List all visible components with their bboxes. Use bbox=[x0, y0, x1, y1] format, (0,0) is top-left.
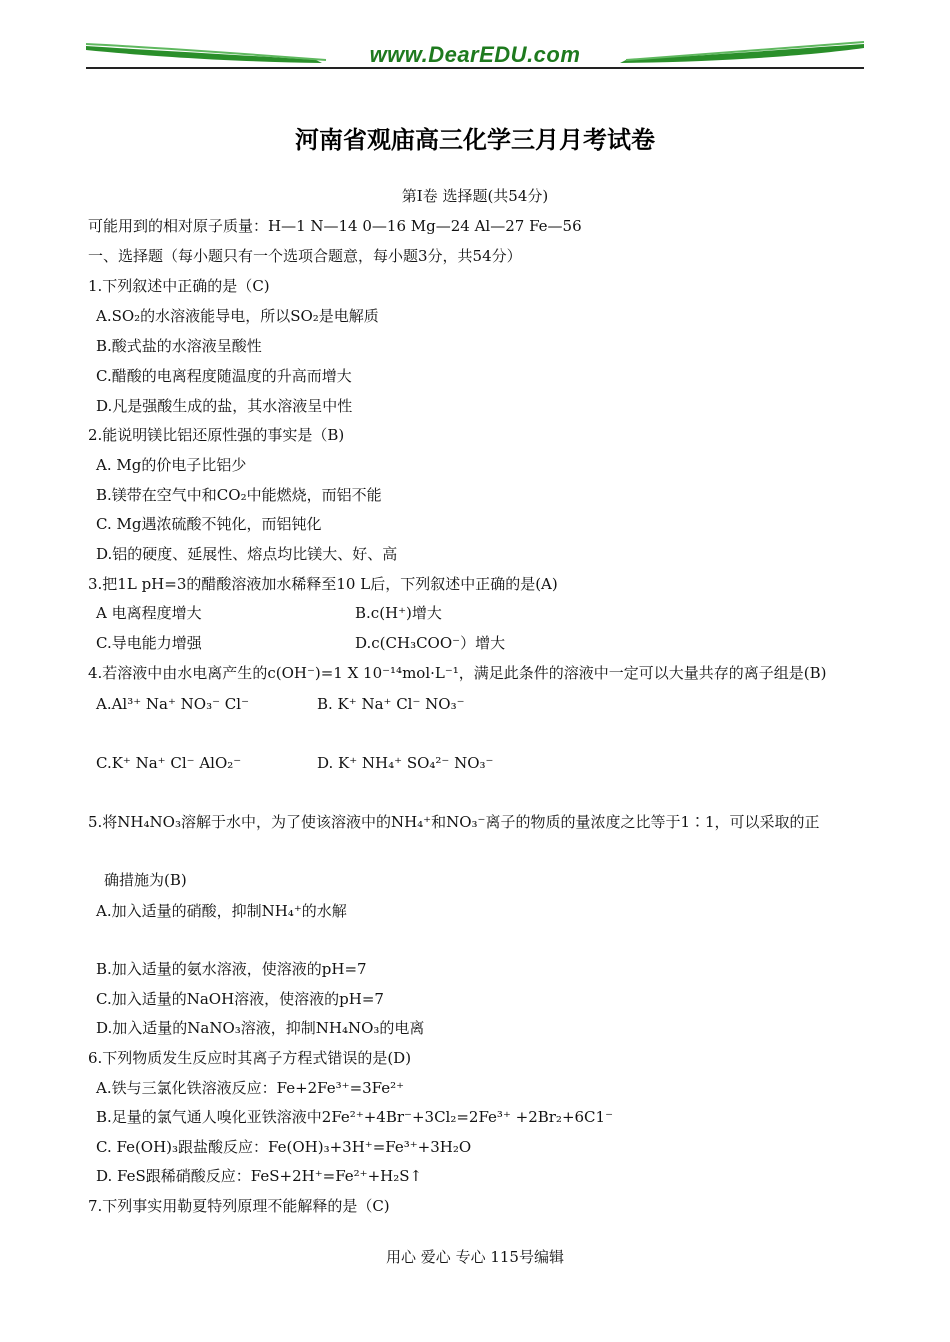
atomic-masses: 可能用到的相对原子质量：H—1 N—14 0—16 Mg—24 Al—27 Fe—56 bbox=[88, 217, 582, 235]
q2-stem: 2.能说明镁比铝还原性强的事实是（B) bbox=[88, 426, 345, 444]
q5-stem: 5.将NH₄NO₃溶解于水中，为了使该溶液中的NH₄⁺和NO₃⁻离子的物质的量浓度之比等于1∶1，可以采取的正 bbox=[88, 813, 820, 831]
q3-option-b: B.c(H⁺)增大 bbox=[355, 604, 442, 622]
q5-stem-continued: 确措施为(B) bbox=[104, 871, 187, 889]
q2-option-c: C. Mg遇浓硫酸不钝化，而铝钝化 bbox=[96, 515, 322, 533]
page-footer: 用心 爱心 专心 115号编辑 bbox=[386, 1248, 564, 1266]
q1-option-c: C.醋酸的电离程度随温度的升高而增大 bbox=[96, 367, 352, 385]
q5-option-d: D.加入适量的NaNO₃溶液，抑制NH₄NO₃的电离 bbox=[96, 1019, 425, 1037]
q1-option-b: B.酸式盐的水溶液呈酸性 bbox=[96, 337, 262, 355]
part-heading: 一、选择题（每小题只有一个选项合题意，每小题3分，共54分） bbox=[88, 247, 522, 265]
q4-option-d: D. K⁺ NH₄⁺ SO₄²⁻ NO₃⁻ bbox=[317, 754, 494, 772]
q5-option-a: A.加入适量的硝酸，抑制NH₄⁺的水解 bbox=[96, 902, 347, 920]
q1-option-a: A.SO₂的水溶液能导电，所以SO₂是电解质 bbox=[96, 307, 379, 325]
q6-stem: 6.下列物质发生反应时其离子方程式错误的是(D) bbox=[88, 1049, 412, 1067]
q5-option-c: C.加入适量的NaOH溶液，使溶液的pH=7 bbox=[96, 990, 384, 1008]
q6-option-d: D. FeS跟稀硝酸反应：FeS+2H⁺=Fe²⁺+H₂S↑ bbox=[96, 1167, 423, 1185]
q3-stem: 3.把1L pH=3的醋酸溶液加水稀释至10 L后，下列叙述中正确的是(A) bbox=[88, 575, 558, 593]
site-logo-text: www.DearEDU.com bbox=[369, 42, 581, 67]
q4-stem: 4.若溶液中由水电离产生的c(OH⁻)=1 X 10⁻¹⁴mol·L⁻¹，满足此条件的溶液中一定可以大量共存的离子组是(B) bbox=[88, 664, 827, 682]
q4-option-c: C.K⁺ Na⁺ Cl⁻ AlO₂⁻ bbox=[96, 754, 242, 772]
q7-stem: 7.下列事实用勒夏特列原理不能解释的是（C) bbox=[88, 1197, 390, 1215]
header-rule bbox=[86, 67, 864, 69]
q6-option-c: C. Fe(OH)₃跟盐酸反应：Fe(OH)₃+3H⁺=Fe³⁺+3H₂O bbox=[96, 1138, 472, 1156]
q2-option-a: A. Mg的价电子比铝少 bbox=[96, 456, 247, 474]
q1-option-d: D.凡是强酸生成的盐，其水溶液呈中性 bbox=[96, 397, 353, 415]
q3-option-c: C.导电能力增强 bbox=[96, 634, 202, 652]
page-title: 河南省观庙高三化学三月月考试卷 bbox=[295, 125, 655, 154]
q3-option-a: A 电离程度增大 bbox=[96, 604, 202, 622]
q6-option-b: B.足量的氯气通人嗅化亚铁溶液中2Fe²⁺+4Br⁻+3Cl₂=2Fe³⁺ +2Br₂+6C1⁻ bbox=[96, 1108, 613, 1126]
q5-option-b: B.加入适量的氨水溶液，使溶液的pH=7 bbox=[96, 960, 367, 978]
q2-option-d: D.铝的硬度、延展性、熔点均比镁大、好、高 bbox=[96, 545, 398, 563]
q4-option-a: A.Al³⁺ Na⁺ NO₃⁻ Cl⁻ bbox=[96, 695, 249, 713]
q6-option-a: A.铁与三氯化铁溶液反应：Fe+2Fe³⁺=3Fe²⁺ bbox=[96, 1079, 405, 1097]
q1-stem: 1.下列叙述中正确的是（C) bbox=[88, 277, 270, 295]
q2-option-b: B.镁带在空气中和CO₂中能燃烧，而铝不能 bbox=[96, 486, 382, 504]
section-heading: 第Ⅰ卷 选择题(共54分) bbox=[401, 187, 549, 205]
q4-option-b: B. K⁺ Na⁺ Cl⁻ NO₃⁻ bbox=[317, 695, 465, 713]
q3-option-d: D.c(CH₃COO⁻）增大 bbox=[355, 634, 506, 652]
